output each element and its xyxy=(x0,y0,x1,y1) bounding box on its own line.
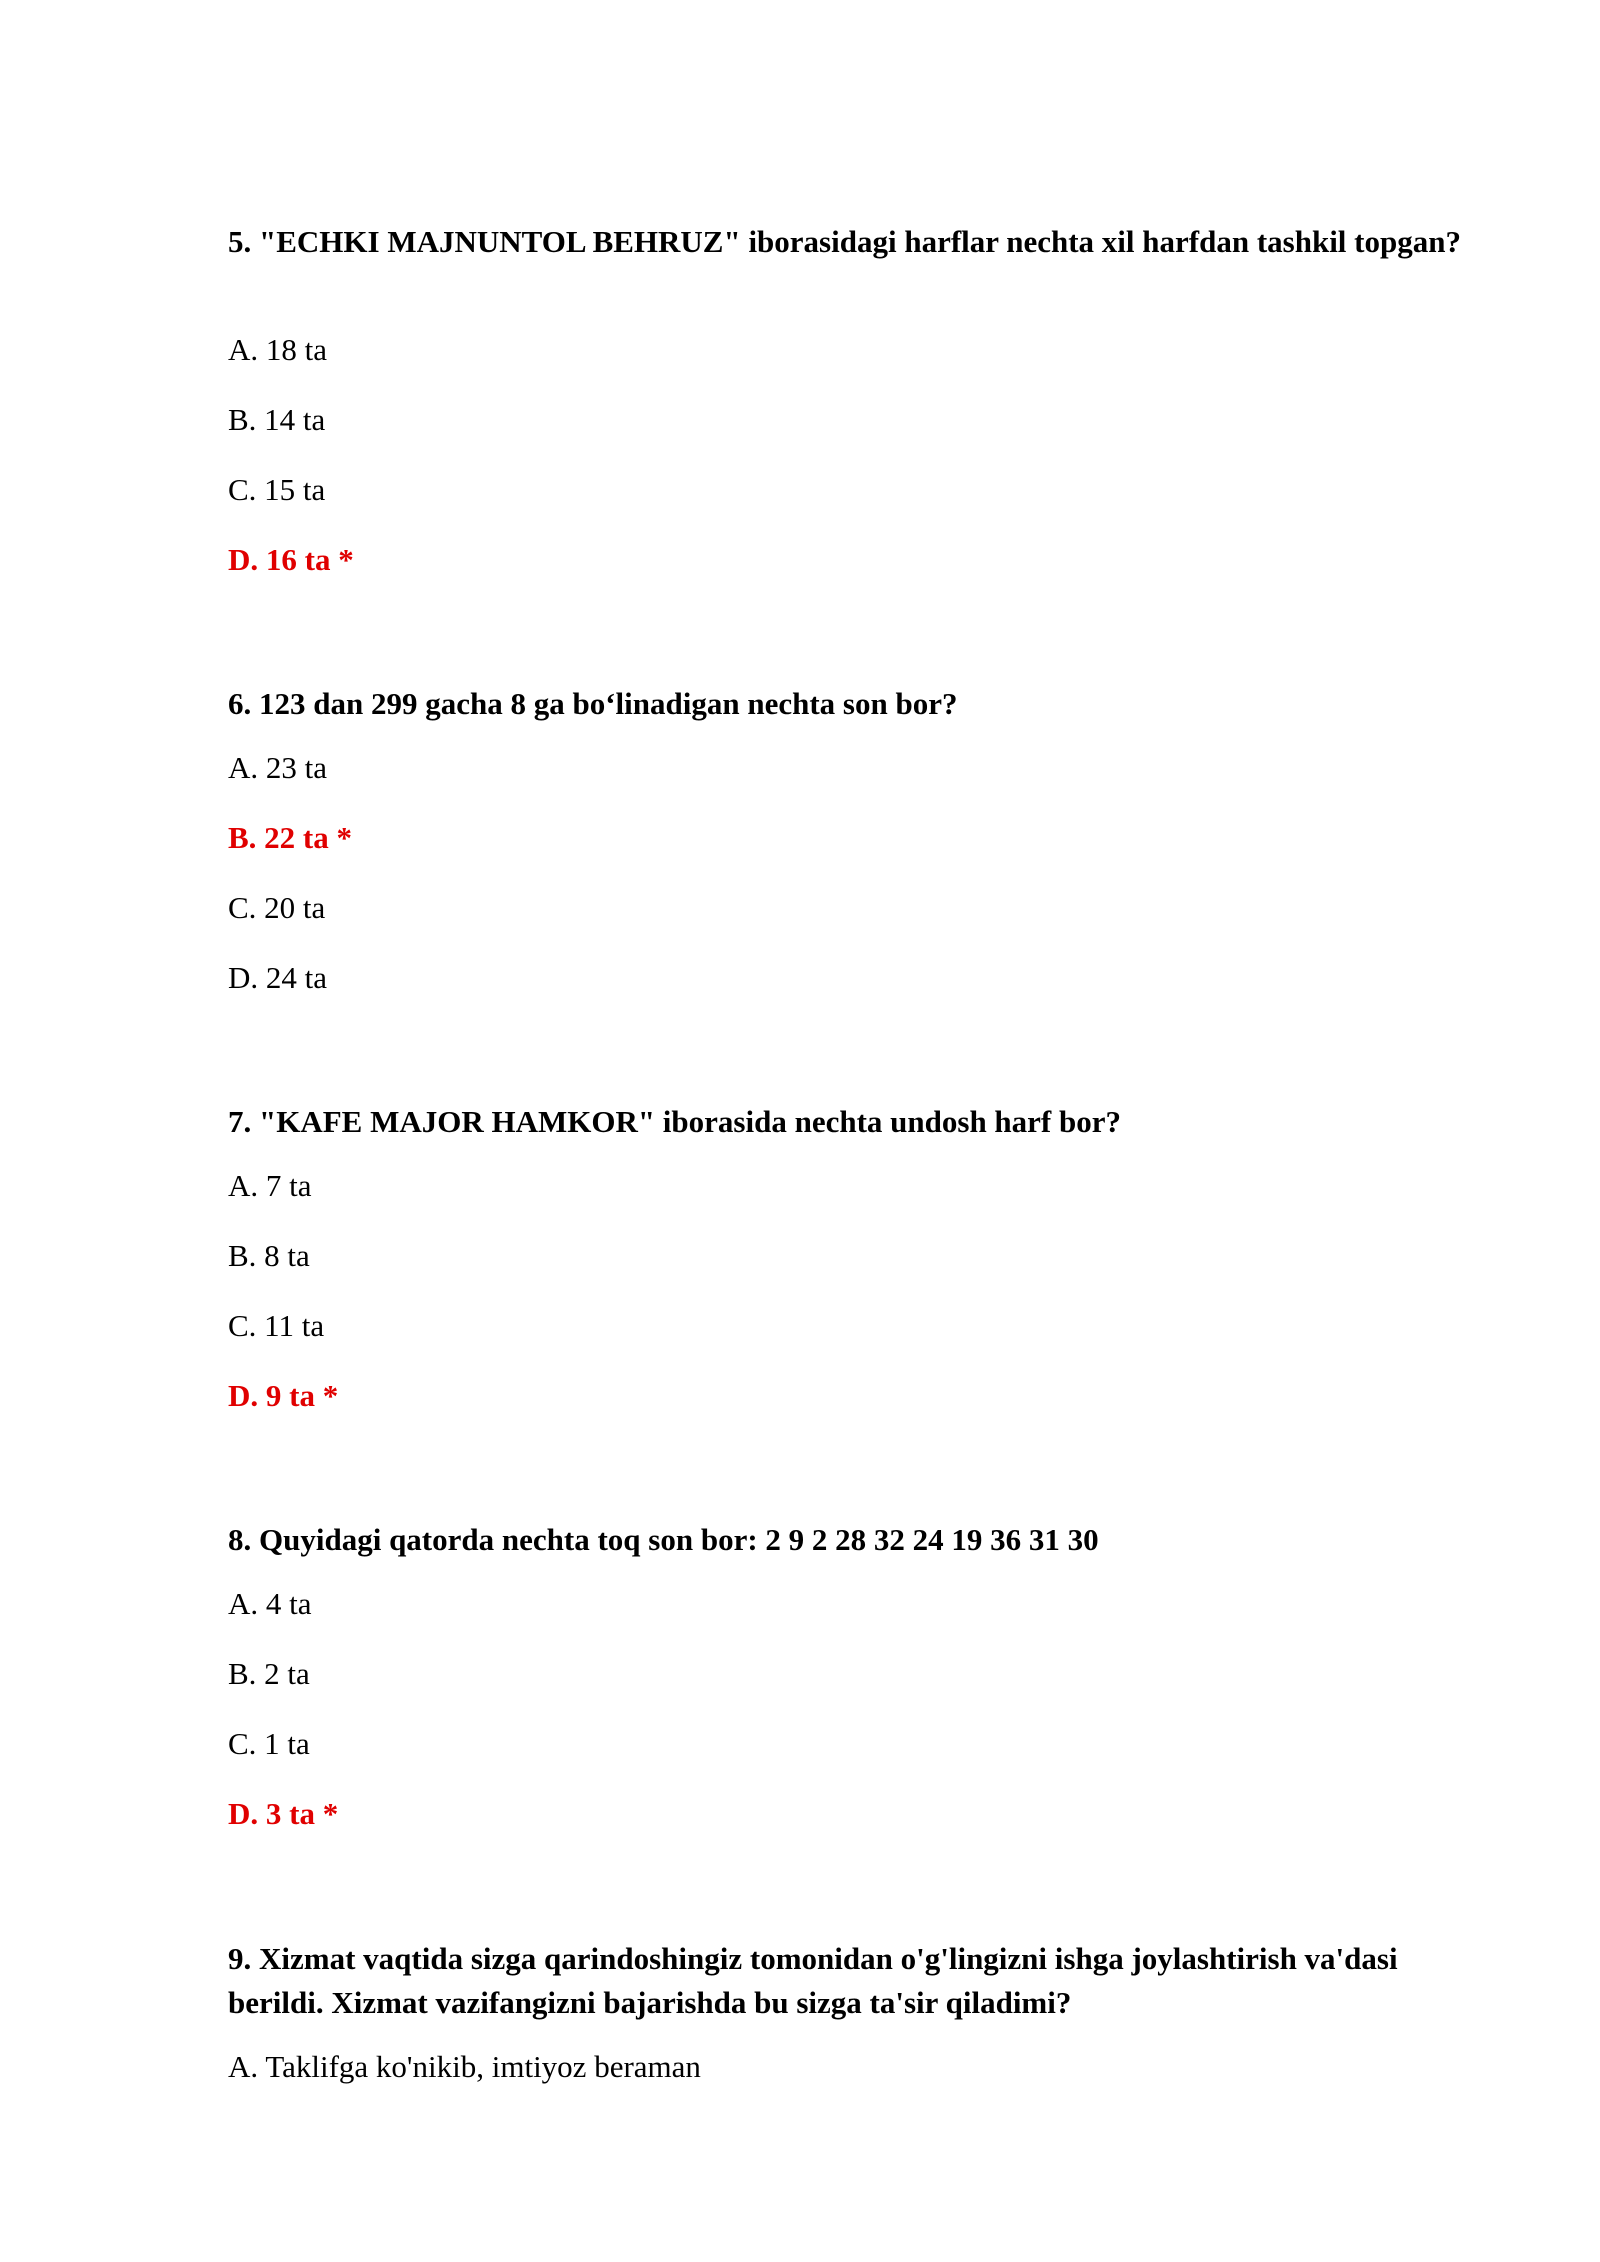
option-b: B. 2 ta xyxy=(228,1656,310,1691)
question-text: 9. Xizmat vaqtida sizga qarindoshingiz tomonidan o'g'lingizni ishga joylashtirish va'dasi berildi. Xizmat vazifangizni bajarishda bu sizga ta'sir qiladimi? xyxy=(228,1941,1398,2020)
question-6 xyxy=(228,682,1468,995)
option-a: A. 18 ta xyxy=(228,332,328,367)
option-c: C. 1 ta xyxy=(228,1726,310,1761)
question-text: 5. "ECHKI MAJNUNTOL BEHRUZ" iborasidagi harflar nechta xil harfdan tashkil topgan? xyxy=(228,224,1461,259)
option-a: A. 7 ta xyxy=(228,1168,312,1203)
option-a: A. 23 ta xyxy=(228,750,328,785)
option-c: C. 11 ta xyxy=(228,1308,325,1343)
question-text: 8. Quyidagi qatorda nechta toq son bor: 2 9 2 28 32 24 19 36 31 30 xyxy=(228,1522,1099,1557)
option-d-correct: D. 16 ta * xyxy=(228,542,354,577)
question-8 xyxy=(228,1518,1468,1831)
option-a: A. 4 ta xyxy=(228,1586,312,1621)
question-text: 7. "KAFE MAJOR HAMKOR" iborasida nechta undosh harf bor? xyxy=(228,1104,1122,1139)
question-7 xyxy=(228,1100,1468,1413)
option-a: A. Taklifga ko'nikib, imtiyoz beraman xyxy=(228,2049,701,2084)
option-b-correct: B. 22 ta * xyxy=(228,820,352,855)
question-text: 6. 123 dan 299 gacha 8 ga bo‘linadigan nechta son bor? xyxy=(228,686,958,721)
question-9 xyxy=(228,1937,1478,2084)
option-b: B. 14 ta xyxy=(228,402,326,437)
option-d-correct: D. 3 ta * xyxy=(228,1796,339,1831)
option-d-correct: D. 9 ta * xyxy=(228,1378,339,1413)
option-c: C. 15 ta xyxy=(228,472,326,507)
option-c: C. 20 ta xyxy=(228,890,326,925)
option-d: D. 24 ta xyxy=(228,960,328,995)
option-b: B. 8 ta xyxy=(228,1238,310,1273)
question-5 xyxy=(228,220,1468,577)
